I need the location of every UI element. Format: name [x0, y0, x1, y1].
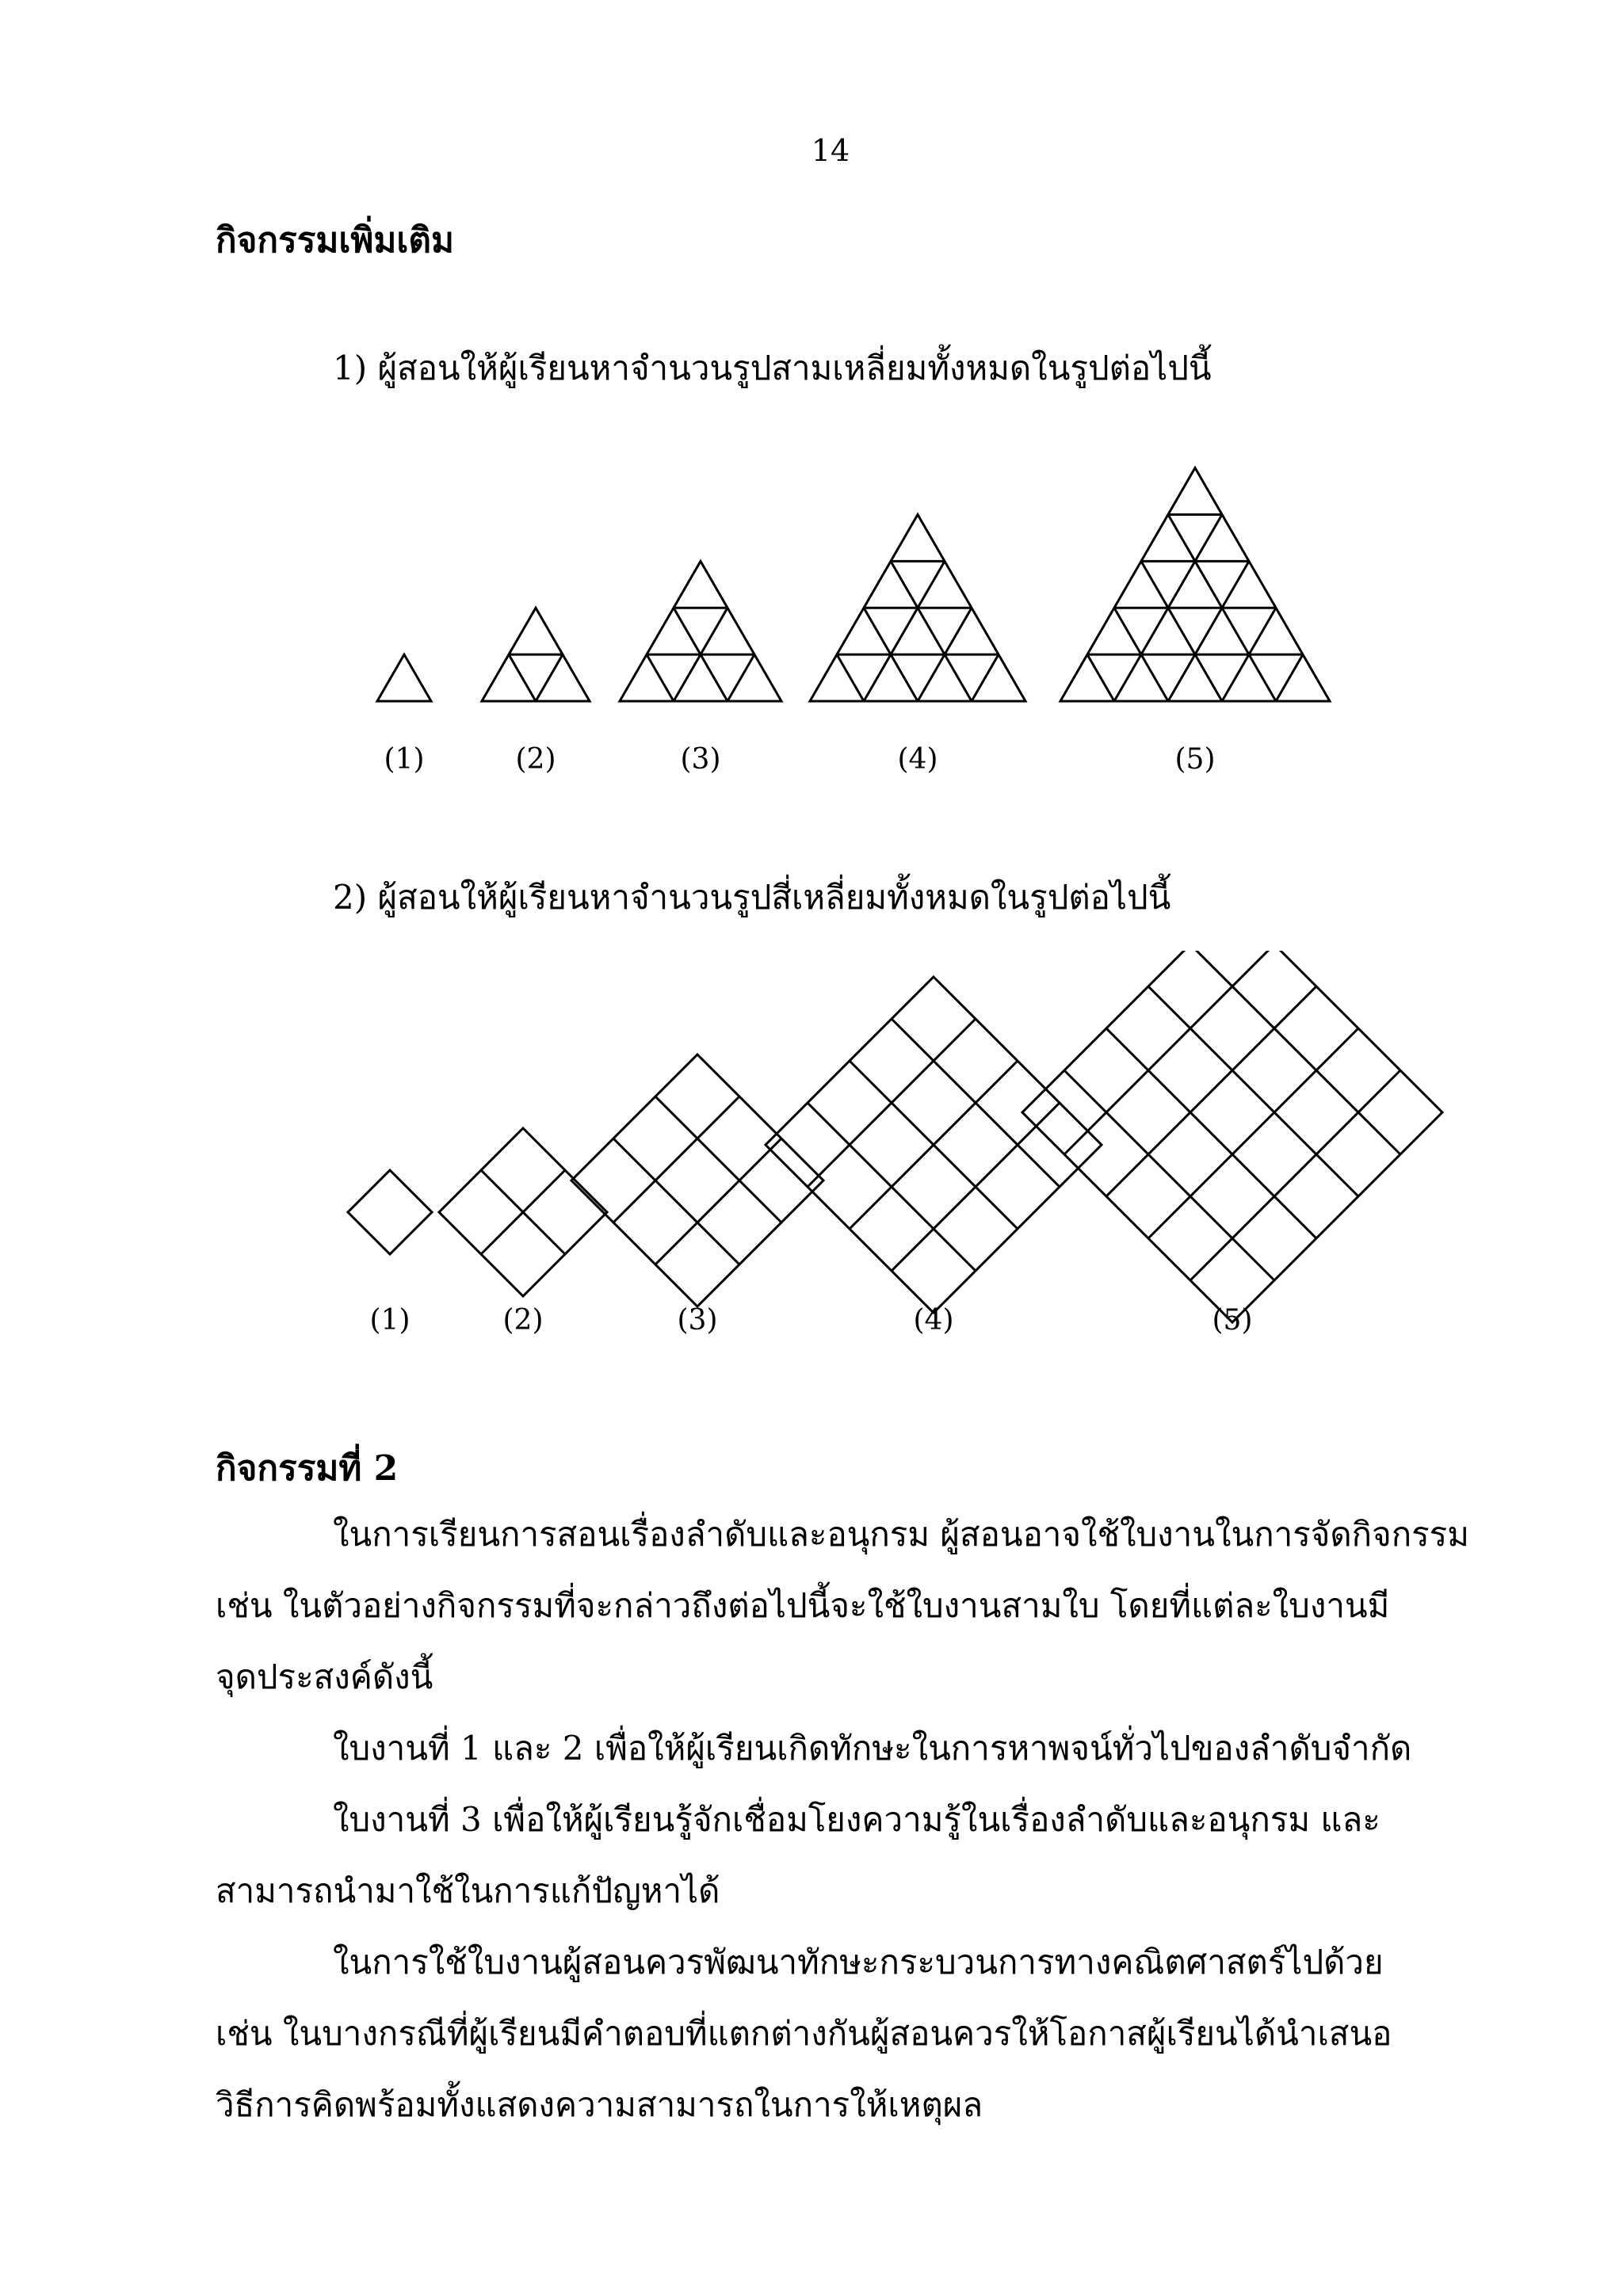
figure-label: (3)	[677, 1304, 718, 1337]
triangle-figure	[810, 514, 1025, 701]
triangle-grid-line	[1087, 654, 1114, 701]
square-grid-line	[1106, 986, 1316, 1196]
triangle-grid-line	[509, 654, 536, 701]
triangle-outline	[377, 654, 431, 701]
square-figure	[571, 1055, 823, 1306]
section-heading-extra-activities: กิจกรรมเพิ่มเติม	[216, 220, 454, 261]
square-grid-line	[1106, 1028, 1316, 1238]
figure-label: (1)	[384, 743, 425, 776]
square-grid-line	[655, 1097, 781, 1222]
page-number: 14	[811, 133, 850, 168]
figure-label: (1)	[369, 1304, 411, 1337]
figure-label: (3)	[680, 743, 721, 776]
figure-label: (2)	[515, 743, 556, 776]
paragraph-line: สามารถนำมาใช้ในการแก้ปัญหาได้	[216, 1871, 720, 1910]
square-outline	[348, 1170, 432, 1254]
square-figure	[766, 977, 1102, 1313]
paragraph-line: ในการใช้ใบงานผู้สอนควรพัฒนาทักษะกระบวนการทางคณิตศาสตร์ไปด้วย	[333, 1943, 1384, 1981]
paragraph-line: ในการเรียนการสอนเรื่องลำดับและอนุกรม ผู้สอนอาจใช้ใบงานในการจัดกิจกรรม	[333, 1515, 1469, 1554]
paragraph	[216, 1713, 1420, 1784]
square-grid-line	[1190, 951, 1400, 1154]
square-grid-line	[1064, 951, 1274, 1154]
triangle-outline	[620, 561, 781, 701]
figure-label: (2)	[502, 1304, 544, 1337]
square-outline	[1022, 951, 1442, 1322]
triangle-grid-line	[727, 654, 754, 701]
square-figure	[1022, 951, 1442, 1322]
paragraph-line: ใบงานที่ 3 เพื่อให้ผู้เรียนรู้จักเชื่อมโยงความรู้ในเรื่องลำดับและอนุกรม และ	[333, 1800, 1381, 1839]
square-figure	[439, 1128, 607, 1296]
triangle-figure	[620, 561, 781, 701]
square-figures	[0, 951, 1623, 1394]
square-grid-line	[613, 1138, 739, 1264]
question-2-text: 2) ผู้สอนให้ผู้เรียนหาจำนวนรูปสี่เหลี่ยมทั้งหมดในรูปต่อไปนี้	[333, 878, 1171, 917]
square-grid-line	[1064, 1070, 1274, 1280]
triangle-grid-line	[647, 654, 674, 701]
paragraph-line: ใบงานที่ 1 และ 2 เพื่อให้ผู้เรียนเกิดทักษะในการหาพจน์ทั่วไปของลำดับจำกัด	[333, 1729, 1412, 1768]
square-outline	[571, 1055, 823, 1306]
square-figure	[348, 1170, 432, 1254]
paragraph	[216, 1499, 1469, 1713]
triangle-outline	[1060, 468, 1330, 701]
paragraph-line: วิธีการคิดพร้อมทั้งแสดงความสามารถในการให้เหตุผล	[216, 2085, 983, 2124]
paragraph	[216, 1784, 1420, 1927]
paragraph-line: จุดประสงค์ดังนี้	[216, 1657, 433, 1696]
triangle-figure	[482, 608, 590, 701]
section-heading-activity-2: กิจกรรมที่ 2	[216, 1448, 399, 1489]
square-grid-line	[1190, 1070, 1400, 1280]
figure-label: (5)	[1212, 1304, 1253, 1337]
triangle-grid-line	[837, 654, 864, 701]
square-grid-line	[655, 1138, 781, 1264]
figure-label: (5)	[1174, 743, 1216, 776]
triangle-grid-line	[972, 654, 999, 701]
triangle-grid-line	[1276, 654, 1303, 701]
activity-2-body	[216, 1499, 1469, 2141]
paragraph-line: เช่น ในตัวอย่างกิจกรรมที่จะกล่าวถึงต่อไปนี้จะใช้ใบงานสามใบ โดยที่แต่ละใบงานมี	[216, 1586, 1390, 1625]
paragraph	[216, 1927, 1420, 2141]
triangle-figure	[1060, 468, 1330, 701]
triangle-figure	[377, 654, 431, 701]
square-grid-line	[1148, 986, 1358, 1196]
question-1-text: 1) ผู้สอนให้ผู้เรียนหาจำนวนรูปสามเหลี่ยมทั้งหมดในรูปต่อไปนี้	[333, 349, 1212, 387]
figure-label: (4)	[897, 743, 938, 776]
square-grid-line	[613, 1097, 739, 1222]
paragraph-line: เช่น ในบางกรณีที่ผู้เรียนมีคำตอบที่แตกต่างกันผู้สอนควรให้โอกาสผู้เรียนได้นำเสนอ	[216, 2014, 1392, 2053]
triangle-figures	[0, 444, 1623, 887]
square-grid-line	[1148, 1028, 1358, 1238]
figure-label: (4)	[913, 1304, 954, 1337]
triangle-grid-line	[536, 654, 563, 701]
